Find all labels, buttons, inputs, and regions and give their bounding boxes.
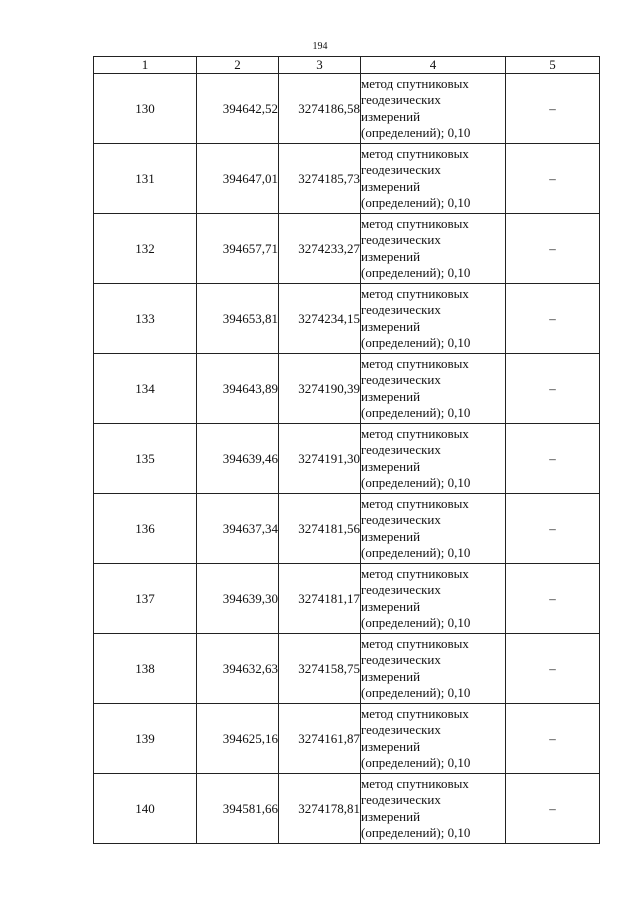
point-number-cell: 134: [94, 354, 197, 424]
note-cell: –: [506, 634, 600, 704]
method-text-line: метод спутниковых: [361, 215, 469, 231]
method-text-line: измерений: [361, 808, 421, 824]
method-text-line: геодезических: [361, 442, 441, 457]
method-text-line: геодезических: [361, 652, 441, 667]
method-cell: [361, 144, 506, 214]
method-text-line: метод спутниковых: [361, 565, 469, 581]
method-text-line: метод спутниковых: [361, 705, 469, 721]
method-text-line: (определений); 0,10: [361, 685, 471, 700]
method-text-line: (определений); 0,10: [361, 335, 471, 350]
x-coordinate-cell: 394639,30: [197, 564, 279, 634]
x-coordinate-cell: 394647,01: [197, 144, 279, 214]
method-text-line: геодезических: [361, 792, 441, 807]
method-cell: [361, 634, 506, 704]
x-coordinate-cell: 394625,16: [197, 704, 279, 774]
column-header-3: 3: [279, 57, 361, 74]
y-coordinate-cell: 3274178,81: [279, 774, 361, 844]
method-text-line: (определений); 0,10: [361, 615, 471, 630]
method-text-line: геодезических: [361, 582, 441, 597]
x-coordinate-cell: 394639,46: [197, 424, 279, 494]
page-number: 194: [312, 41, 328, 52]
table-body: [94, 74, 600, 844]
method-cell: [361, 284, 506, 354]
note-cell: –: [506, 564, 600, 634]
method-text-line: измерений: [361, 598, 421, 614]
method-text-line: (определений); 0,10: [361, 755, 471, 770]
point-number-cell: 131: [94, 144, 197, 214]
method-text-line: (определений); 0,10: [361, 125, 471, 140]
point-number-cell: 140: [94, 774, 197, 844]
y-coordinate-cell: 3274234,15: [279, 284, 361, 354]
point-number-cell: 133: [94, 284, 197, 354]
method-text-line: измерений: [361, 668, 421, 684]
method-cell: [361, 704, 506, 774]
table-row: [94, 774, 600, 844]
note-cell: –: [506, 424, 600, 494]
y-coordinate-cell: 3274191,30: [279, 424, 361, 494]
method-cell: [361, 214, 506, 284]
note-cell: –: [506, 144, 600, 214]
method-text-line: метод спутниковых: [361, 425, 469, 441]
point-number-cell: 135: [94, 424, 197, 494]
method-text-line: геодезических: [361, 512, 441, 527]
method-text-line: метод спутниковых: [361, 355, 469, 371]
method-text-line: (определений); 0,10: [361, 265, 471, 280]
table-row: [94, 214, 600, 284]
method-text-line: геодезических: [361, 92, 441, 107]
table-row: [94, 494, 600, 564]
x-coordinate-cell: 394642,52: [197, 74, 279, 144]
method-text-line: (определений); 0,10: [361, 195, 471, 210]
method-text-line: геодезических: [361, 372, 441, 387]
note-cell: –: [506, 284, 600, 354]
x-coordinate-cell: 394632,63: [197, 634, 279, 704]
note-cell: –: [506, 214, 600, 284]
method-text-line: измерений: [361, 388, 421, 404]
table-row: [94, 74, 600, 144]
x-coordinate-cell: 394643,89: [197, 354, 279, 424]
method-text-line: измерений: [361, 178, 421, 194]
method-text-line: геодезических: [361, 722, 441, 737]
method-text-line: геодезических: [361, 302, 441, 317]
method-text-line: метод спутниковых: [361, 285, 469, 301]
point-number-cell: 136: [94, 494, 197, 564]
note-cell: –: [506, 774, 600, 844]
point-number-cell: 138: [94, 634, 197, 704]
table-row: [94, 424, 600, 494]
table-row: [94, 634, 600, 704]
y-coordinate-cell: 3274158,75: [279, 634, 361, 704]
y-coordinate-cell: 3274185,73: [279, 144, 361, 214]
column-header-4: 4: [361, 57, 506, 74]
method-text-line: измерений: [361, 738, 421, 754]
method-cell: [361, 74, 506, 144]
method-text-line: метод спутниковых: [361, 495, 469, 511]
method-text-line: метод спутниковых: [361, 75, 469, 91]
method-text-line: (определений); 0,10: [361, 545, 471, 560]
method-text-line: измерений: [361, 108, 421, 124]
method-cell: [361, 354, 506, 424]
x-coordinate-cell: 394657,71: [197, 214, 279, 284]
y-coordinate-cell: 3274181,17: [279, 564, 361, 634]
y-coordinate-cell: 3274190,39: [279, 354, 361, 424]
y-coordinate-cell: 3274181,56: [279, 494, 361, 564]
method-text-line: измерений: [361, 458, 421, 474]
note-cell: –: [506, 494, 600, 564]
point-number-cell: 137: [94, 564, 197, 634]
table-row: [94, 564, 600, 634]
method-text-line: метод спутниковых: [361, 145, 469, 161]
column-header-2: 2: [197, 57, 279, 74]
x-coordinate-cell: 394653,81: [197, 284, 279, 354]
note-cell: –: [506, 354, 600, 424]
point-number-cell: 139: [94, 704, 197, 774]
column-header-5: 5: [506, 57, 600, 74]
coordinates-table: [93, 56, 600, 844]
method-text-line: геодезических: [361, 232, 441, 247]
method-text-line: (определений); 0,10: [361, 825, 471, 840]
column-header-1: 1: [94, 57, 197, 74]
x-coordinate-cell: 394637,34: [197, 494, 279, 564]
x-coordinate-cell: 394581,66: [197, 774, 279, 844]
note-cell: –: [506, 704, 600, 774]
method-cell: [361, 424, 506, 494]
point-number-cell: 132: [94, 214, 197, 284]
method-text-line: измерений: [361, 528, 421, 544]
method-text-line: измерений: [361, 248, 421, 264]
y-coordinate-cell: 3274161,87: [279, 704, 361, 774]
table-row: [94, 704, 600, 774]
method-cell: [361, 774, 506, 844]
method-text-line: (определений); 0,10: [361, 405, 471, 420]
point-number-cell: 130: [94, 74, 197, 144]
y-coordinate-cell: 3274233,27: [279, 214, 361, 284]
table-row: [94, 144, 600, 214]
method-cell: [361, 494, 506, 564]
table-row: [94, 284, 600, 354]
note-cell: –: [506, 74, 600, 144]
y-coordinate-cell: 3274186,58: [279, 74, 361, 144]
method-text-line: измерений: [361, 318, 421, 334]
method-text-line: метод спутниковых: [361, 775, 469, 791]
method-text-line: геодезических: [361, 162, 441, 177]
method-text-line: метод спутниковых: [361, 635, 469, 651]
method-cell: [361, 564, 506, 634]
table-row: [94, 354, 600, 424]
table-header-row: [94, 57, 600, 74]
method-text-line: (определений); 0,10: [361, 475, 471, 490]
